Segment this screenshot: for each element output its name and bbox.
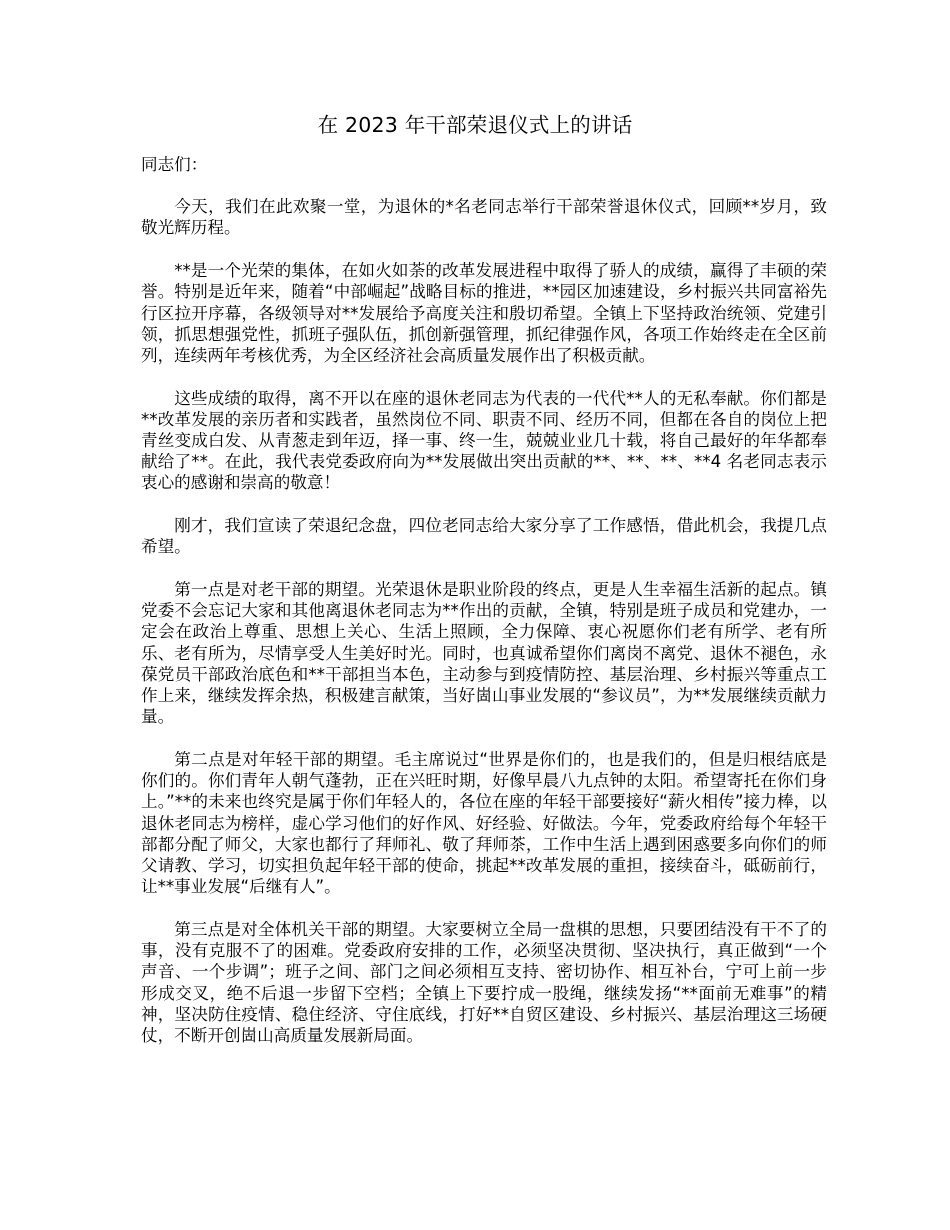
paragraph-point-one: 第一点是对老干部的期望。光荣退休是职业阶段的终点，更是人生幸福生活新的起点。镇党委不会忘记大家和其他离退休老同志为**作出的贡献，全镇，特别是班子成员和党建办，一定会在政治上尊重、思想上关心、生活上照顾，全力保障、衷心祝愿你们老有所学、老有所乐、老有所为，尽情享受人生美好时光。同时，也真诚希望你们离岗不离党、退休不褪色，永葆党员干部政治底色和**干部担当本色，主动参与到疫情防控、基层治理、乡村振兴等重点工作上来，继续发挥余热，积极建言献策，当好崮山事业发展的“参议员”，为**发展继续贡献力量。 [141,580,827,727]
salutation: 同志们： [141,155,208,174]
paragraph-gratitude: 这些成绩的取得，离不开以在座的退休老同志为代表的一代代**人的无私奉献。你们都是**改革发展的亲历者和实践者，虽然岗位不同、职责不同、经历不同，但都在各自的岗位上把青丝变成白发、从青葱走到年迈，择一事、终一生，兢兢业业几十载，将自己最好的年华都奉献给了**。在此，我代表党委政府向为**发展做出突出贡献的**、**、**、**4 名老同志表示衷心的感谢和崇高的敬意！ [141,388,827,493]
document-body [141,154,827,1068]
paragraph-opening: 今天，我们在此欢聚一堂，为退休的*名老同志举行干部荣誉退休仪式，回顾**岁月，致敬光辉历程。 [141,197,827,238]
paragraph-point-two: 第二点是对年轻干部的期望。毛主席说过“世界是你们的，也是我们的，但是归根结底是你们的。你们青年人朝气蓬勃，正在兴旺时期，好像早晨八九点钟的太阳。希望寄托在你们身上。”**的未来也终究是属于你们年轻人的，各位在座的年轻干部要接好“薪火相传”接力棒，以退休老同志为榜样，虚心学习他们的好作风、好经验、好做法。今年，党委政府给每个年轻干部都分配了师父，大家也都行了拜师礼、敬了拜师茶，工作中生活上遇到困惑要多向你们的师父请教、学习，切实担负起年轻干部的使命，挑起**改革发展的重担，接续奋斗，砥砺前行，让**事业发展“后继有人”。 [141,749,827,897]
document-title: 在 2023 年干部荣退仪式上的讲话 [317,113,633,137]
paragraph-point-three: 第三点是对全体机关干部的期望。大家要树立全局一盘棋的思想，只要团结没有干不了的事，没有克服不了的困难。党委政府安排的工作，必须坚决贯彻、坚决执行，真正做到“一个声音、一个步调”；班子之间、部门之间必须相互支持、密切协作、相互补台，宁可上前一步形成交叉，绝不后退一步留下空档；全镇上下要拧成一股绳，继续发扬“**面前无难事”的精神，坚决防住疫情、稳住经济、守住底线，打好**自贸区建设、乡村振兴、基层治理这三场硬仗，不断开创崮山高质量发展新局面。 [141,919,827,1045]
paragraph-achievements: **是一个光荣的集体，在如火如荼的改革发展进程中取得了骄人的成绩，赢得了丰硕的荣誉。特别是近年来，随着“中部崛起”战略目标的推进，**园区加速建设，乡村振兴共同富裕先行区拉开序幕，各级领导对**发展给予高度关注和殷切希望。全镇上下坚持政治统领、党建引领，抓思想强党性，抓班子强队伍，抓创新强管理，抓纪律强作风，各项工作始终走在全区前列，连续两年考核优秀，为全区经济社会高质量发展作出了积极贡献。 [141,261,827,365]
paragraph-transition: 刚才，我们宣读了荣退纪念盘，四位老同志给大家分享了工作感悟，借此机会，我提几点希望。 [141,516,827,557]
